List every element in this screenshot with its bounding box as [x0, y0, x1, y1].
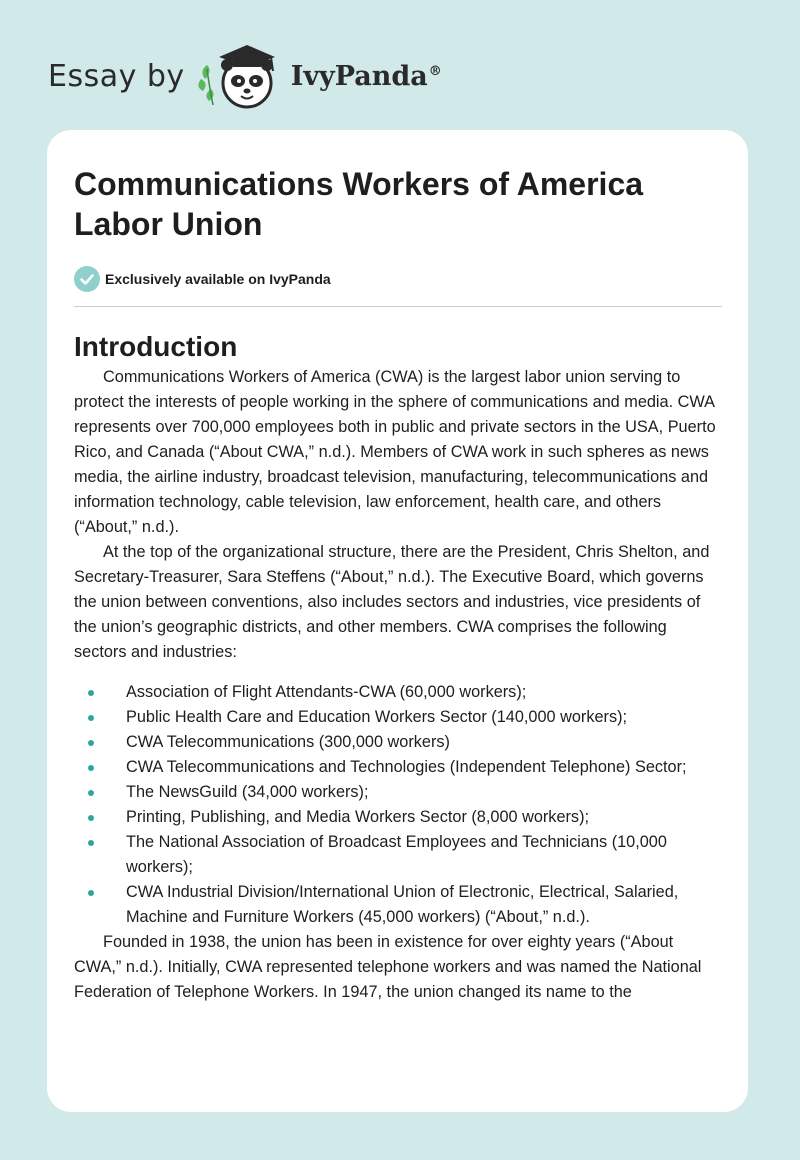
section-heading: Introduction: [74, 331, 238, 362]
list-item-text: The National Association of Broadcast Employees and Technicians (10,000 workers);: [126, 833, 667, 876]
bullet-dot: [88, 690, 94, 696]
list-item-text: Association of Flight Attendants-CWA (60,000 workers);: [126, 683, 527, 701]
panda-graduate-icon: [197, 39, 289, 113]
list-item: [74, 705, 722, 730]
bullet-dot: [88, 765, 94, 771]
list-item-text: CWA Industrial Division/International Union of Electronic, Electrical, Salaried, Machine and Furniture Workers (45,000 workers) (“About,” n.d.).: [126, 883, 679, 926]
brand-header: [48, 36, 442, 116]
bullet-dot: [88, 840, 94, 846]
bullet-dot: [88, 740, 94, 746]
list-item-text: Public Health Care and Education Workers Sector (140,000 workers);: [126, 708, 628, 726]
document-card: [47, 130, 748, 1112]
sectors-list: [74, 680, 722, 930]
list-item: [74, 780, 722, 805]
list-item-text: CWA Telecommunications (300,000 workers): [126, 733, 450, 751]
list-item-text: The NewsGuild (34,000 workers);: [126, 783, 369, 801]
list-item: [74, 830, 722, 880]
list-item: [74, 680, 722, 705]
list-item-text: CWA Telecommunications and Technologies (Independent Telephone) Sector;: [126, 758, 687, 776]
brand-prefix: Essay by: [48, 58, 185, 94]
list-item: [74, 805, 722, 830]
bullet-dot: [88, 790, 94, 796]
badge-text: Exclusively available on IvyPanda: [105, 271, 331, 287]
registered-mark: ®: [428, 63, 442, 79]
page-title: Communications Workers of America Labor Union: [74, 166, 644, 242]
check-circle-icon: [74, 266, 100, 292]
paragraph: At the top of the organizational structure, there are the President, Chris Shelton, and Secretary-Treasurer, Sara Steffens (“About,” n.d.). The Executive Board, which governs the union between conventions, also includes sectors and industries, vice presidents of the union’s geographic districts, and other members. CWA comprises the following sectors and industries:: [74, 543, 710, 661]
brand-name-text: IvyPanda: [290, 60, 428, 92]
bullet-dot: [88, 890, 94, 896]
bullet-dot: [88, 715, 94, 721]
list-item: [74, 880, 722, 930]
list-item: [74, 755, 722, 780]
list-item: [74, 730, 722, 755]
paragraph: Communications Workers of America (CWA) is the largest labor union serving to protect the interests of people working in the sphere of communications and media. CWA represents over 700,000 employees both in public and private sectors in the USA, Puerto Rico, and Canada (“About CWA,” n.d.). Members of CWA work in such spheres as news media, the airline industry, broadcast television, manufacturing, telecommunications and information technology, cable television, law enforcement, health care, and others (“About,” n.d.).: [74, 368, 716, 536]
exclusive-badge: [74, 265, 722, 293]
bullet-dot: [88, 815, 94, 821]
paragraph: Founded in 1938, the union has been in existence for over eighty years (“About CWA,” n.d.). Initially, CWA represented telephone workers and was named the National Federation of Telephone Workers. In 1947, the union changed its name to the: [74, 933, 702, 1001]
divider: [74, 306, 722, 307]
list-item-text: Printing, Publishing, and Media Workers Sector (8,000 workers);: [126, 808, 590, 826]
brand-name: [291, 61, 442, 92]
